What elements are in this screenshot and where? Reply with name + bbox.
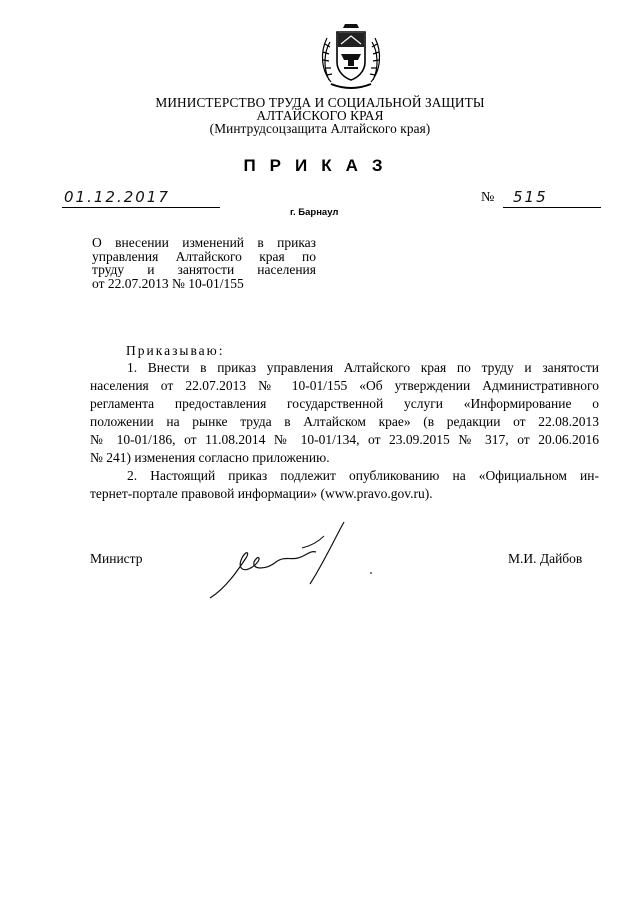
handwritten-signature xyxy=(206,518,356,604)
coat-of-arms-emblem xyxy=(317,22,385,94)
ministry-short-name: (Минтрудсоцзащита Алтайского края) xyxy=(209,121,431,136)
city: г. Барнаул xyxy=(290,207,339,218)
subject-line: управления Алтайского края по xyxy=(92,248,316,264)
body-line: тернет-портале правовой информации» (www.pravo.gov.ru). xyxy=(90,486,433,501)
body-line: № 241) изменения согласно приложению. xyxy=(90,450,330,465)
order-date: 01.12.2017 xyxy=(64,188,170,206)
order-number: 515 xyxy=(513,188,548,206)
ink-dot xyxy=(370,572,372,574)
order-directive-word: Приказываю: xyxy=(126,343,225,358)
body-line: № 10-01/186, от 11.08.2014 № 10-01/134, от 23.09.2015 № 317, от 20.06.2016 xyxy=(90,432,599,447)
ministry-name-line1: МИНИСТЕРСТВО ТРУДА И СОЦИАЛЬНОЙ ЗАЩИТЫ xyxy=(155,95,485,110)
number-line xyxy=(503,189,601,208)
body-line: 2. Настоящий приказ подлежит опубликованию на «Официальном ин- xyxy=(127,468,599,483)
body-line: населения от 22.07.2013 № 10-01/155 «Об утверждении Административного xyxy=(90,378,599,393)
ministry-name-line2: АЛТАЙСКОГО КРАЯ xyxy=(256,108,384,123)
number-sign: № xyxy=(481,190,495,205)
subject-line: от 22.07.2013 № 10-01/155 xyxy=(92,275,244,291)
date-line xyxy=(62,189,220,208)
document-type-title: ПРИКАЗ xyxy=(243,156,397,175)
subject-line: О внесении изменений в приказ xyxy=(92,235,316,250)
order-subject xyxy=(92,236,316,290)
body-line: регламента предоставления государственной услуги «Информирование о xyxy=(90,396,599,411)
signatory-position: Министр xyxy=(90,551,143,566)
signatory-name: М.И. Дайбов xyxy=(508,551,583,566)
body-line: положении на рынке труда в Алтайском крае» (в редакции от 22.08.2013 xyxy=(90,414,599,429)
body-paragraph-1 xyxy=(90,359,599,467)
body-line: 1. Внести в приказ управления Алтайского края по труду и занятости xyxy=(127,360,599,375)
subject-line: труду и занятости населения xyxy=(92,262,316,277)
body-paragraph-2 xyxy=(90,467,599,503)
